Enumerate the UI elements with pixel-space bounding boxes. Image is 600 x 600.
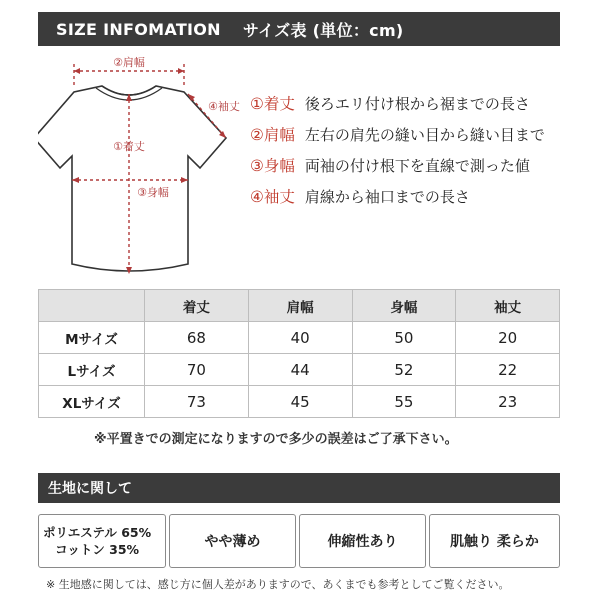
table-cell: 52 [352, 354, 456, 386]
table-cell: 50 [352, 322, 456, 354]
label-sodetake: ④袖丈 [208, 100, 240, 113]
table-cell: 70 [145, 354, 249, 386]
table-header-cell: 着丈 [145, 290, 249, 322]
legend-text: 後ろエリ付け根から裾までの長さ [304, 95, 530, 113]
table-cell: 23 [456, 386, 560, 418]
legend-item [250, 185, 545, 216]
material-box [38, 514, 166, 568]
table-row [39, 386, 560, 418]
stretch-label: 伸縮性あり [327, 534, 398, 550]
size-table [38, 289, 560, 418]
material-line-1: ポリエステル 65% [43, 525, 152, 540]
label-mihaba: ③身幅 [137, 186, 169, 199]
table-header-cell: 袖丈 [456, 290, 560, 322]
measurement-legend [250, 92, 545, 216]
size-name-cell: Lサイズ [39, 354, 145, 386]
table-row [39, 322, 560, 354]
table-cell: 55 [352, 386, 456, 418]
table-cell: 45 [248, 386, 352, 418]
legend-text: 両袖の付け根下を直線で測った値 [304, 157, 530, 175]
legend-item [250, 154, 545, 185]
table-cell: 73 [145, 386, 249, 418]
legend-item [250, 92, 545, 123]
table-header-cell [39, 290, 145, 322]
legend-text: 肩線から袖口までの長さ [304, 188, 470, 206]
size-info-header [38, 12, 560, 46]
table-cell: 40 [248, 322, 352, 354]
table-cell: 68 [145, 322, 249, 354]
tshirt-outline [38, 86, 226, 271]
fabric-title: 生地に関して [48, 481, 132, 497]
material-line-2: コットン 35% [55, 542, 140, 557]
label-katahaba: ②肩幅 [113, 56, 145, 69]
feel-box [429, 514, 560, 568]
thickness-label: やや薄め [204, 534, 261, 550]
table-row [39, 354, 560, 386]
thickness-box [169, 514, 296, 568]
size-name-cell: Mサイズ [39, 322, 145, 354]
table-header-cell: 身幅 [352, 290, 456, 322]
label-kitake: ①着丈 [113, 140, 145, 153]
fabric-header [38, 473, 560, 503]
footer-note: ※ 生地感に関しては、感じ方に個人差がありますので、あくまでも参考としてご覧ください。 [46, 578, 510, 591]
table-cell: 20 [456, 322, 560, 354]
tshirt-diagram [38, 46, 253, 286]
table-cell: 22 [456, 354, 560, 386]
legend-key: ②肩幅 [250, 126, 295, 144]
legend-key: ①着丈 [250, 95, 295, 113]
feel-label: 肌触り 柔らか [450, 534, 539, 550]
header-title-en: SIZE INFOMATION [56, 19, 221, 39]
legend-text: 左右の肩先の縫い目から縫い目まで [304, 126, 545, 144]
legend-key: ④袖丈 [250, 188, 295, 206]
table-header-row [39, 290, 560, 322]
table-cell: 44 [248, 354, 352, 386]
stretch-box [299, 514, 426, 568]
legend-key: ③身幅 [250, 157, 295, 175]
fabric-attributes [38, 514, 560, 568]
size-name-cell: XLサイズ [39, 386, 145, 418]
header-title-jp: サイズ表 (単位：cm) [242, 20, 404, 40]
measurement-diagram [0, 46, 600, 286]
legend-item [250, 123, 545, 154]
measurement-note: ※平置きでの測定になりますので多少の誤差はご了承下さい。 [94, 432, 458, 447]
table-header-cell: 肩幅 [248, 290, 352, 322]
